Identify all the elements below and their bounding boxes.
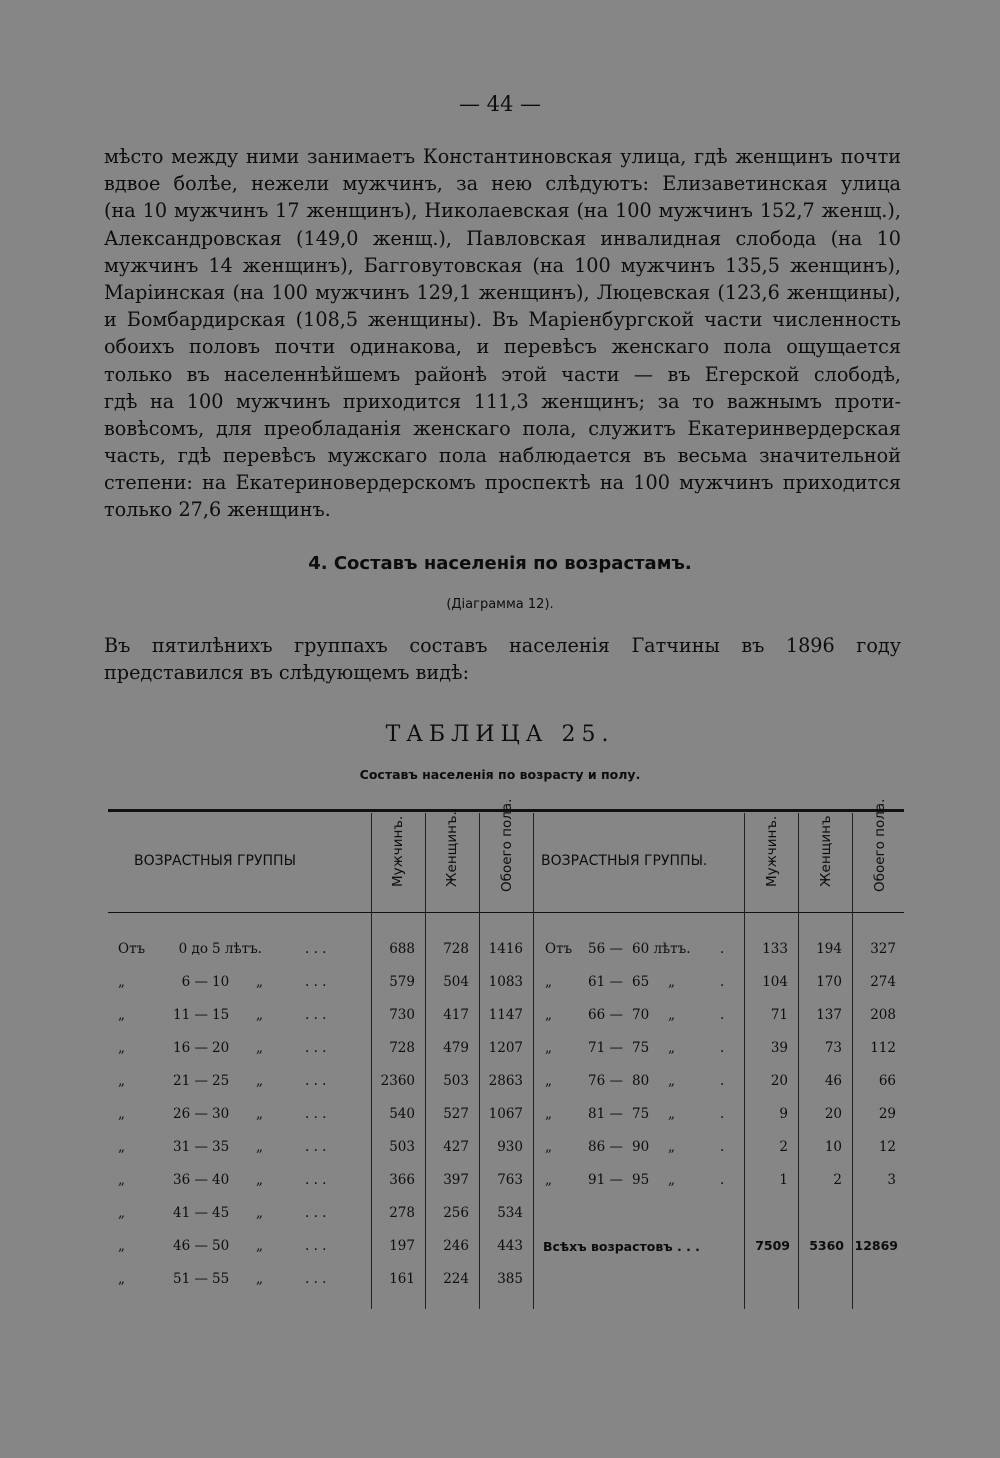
row-prefix: „ — [545, 1139, 552, 1155]
age-to: 75 — [632, 1040, 650, 1056]
column-divider — [479, 813, 480, 1309]
age-to: 60 лѣтъ. — [632, 941, 691, 957]
text-line: Маріинская (на 100 мужчинъ 129,1 женщинъ), Люцевская (123,6 женщины), — [104, 280, 901, 304]
row-prefix: „ — [118, 1205, 125, 1221]
row-prefix: „ — [118, 974, 125, 990]
ditto-mark: „ — [256, 1007, 263, 1023]
age-to: 70 — [632, 1007, 650, 1023]
women-value: 527 — [443, 1106, 469, 1122]
leader-dots: . — [720, 1007, 725, 1023]
ditto-mark: „ — [256, 1205, 263, 1221]
men-value: 197 — [389, 1238, 415, 1254]
leader-dots: . . . — [305, 1040, 327, 1056]
age-from: 86 — — [588, 1139, 623, 1155]
men-value: 2 — [779, 1139, 788, 1155]
row-prefix: „ — [118, 1073, 125, 1089]
age-from: 26 — — [173, 1106, 208, 1122]
row-prefix: „ — [545, 1073, 552, 1089]
age-from: 16 — — [173, 1040, 208, 1056]
age-to: 95 — [632, 1172, 650, 1188]
women-value: 224 — [443, 1271, 469, 1287]
both-value: 274 — [870, 974, 896, 990]
column-divider — [371, 813, 372, 1309]
men-value: 2360 — [380, 1073, 415, 1089]
text-line: Въ пятилѣнихъ группахъ составъ населенія Гатчины въ 1896 году — [104, 634, 901, 657]
age-to: 45 — [212, 1205, 230, 1221]
leader-dots: . — [720, 1139, 725, 1155]
column-divider — [533, 813, 534, 1309]
both-value: 29 — [878, 1106, 896, 1122]
both-value: 1207 — [488, 1040, 523, 1056]
header-women-left: Женщинъ. — [444, 811, 460, 887]
ditto-mark: „ — [668, 1139, 675, 1155]
text-line: мѣсто между ними занимаетъ Константиновская улица, гдѣ женщинъ почти — [104, 145, 901, 168]
table-title: ТАБЛИЦА 25. — [385, 722, 615, 747]
header-men-right: Мужчинъ. — [764, 815, 780, 887]
age-from: 31 — — [173, 1139, 208, 1155]
row-prefix: „ — [545, 1007, 552, 1023]
women-value: 479 — [443, 1040, 469, 1056]
ditto-mark: „ — [668, 974, 675, 990]
both-value: 763 — [497, 1172, 523, 1188]
text-line: представился въ слѣдующемъ видѣ: — [104, 661, 470, 685]
women-value: 170 — [816, 974, 842, 990]
column-divider — [852, 813, 853, 1309]
women-value: 46 — [824, 1073, 842, 1089]
ditto-mark: „ — [668, 1172, 675, 1188]
both-value: 1147 — [488, 1007, 523, 1023]
age-to: 65 — [632, 974, 650, 990]
men-value: 9 — [779, 1106, 788, 1122]
header-age-groups-left: ВОЗРАСТНЫЯ ГРУППЫ — [134, 853, 296, 869]
row-prefix: „ — [118, 1040, 125, 1056]
row-prefix: „ — [118, 1139, 125, 1155]
page-number: — 44 — — [458, 92, 542, 116]
column-divider — [798, 813, 799, 1309]
age-from: 61 — — [588, 974, 623, 990]
row-prefix: „ — [545, 1172, 552, 1188]
age-to: 20 — [212, 1040, 230, 1056]
age-from: 51 — — [173, 1271, 208, 1287]
men-value: 503 — [389, 1139, 415, 1155]
text-line: Александровская (149,0 женщ.), Павловская инвалидная слобода (на 10 — [104, 226, 901, 250]
age-from: 46 — — [173, 1238, 208, 1254]
age-to: 35 — [212, 1139, 230, 1155]
women-value: 397 — [443, 1172, 469, 1188]
leader-dots: . . . — [305, 1007, 327, 1023]
ditto-mark: „ — [256, 974, 263, 990]
both-value: 1083 — [488, 974, 523, 990]
age-to: 50 — [212, 1238, 230, 1254]
header-both-right: Обоего пола. — [872, 798, 888, 892]
women-value: 728 — [443, 941, 469, 957]
both-value: 1067 — [488, 1106, 523, 1122]
leader-dots: . . . — [305, 1172, 327, 1188]
text-line: только въ населеннѣйшемъ районѣ этой части — въ Егерской слободѣ, — [104, 362, 901, 386]
row-prefix: Отъ — [118, 941, 146, 957]
row-prefix: Отъ — [545, 941, 573, 957]
ditto-mark: „ — [256, 1238, 263, 1254]
header-age-groups-right: ВОЗРАСТНЫЯ ГРУППЫ. — [541, 853, 708, 869]
text-line: мужчинъ 14 женщинъ), Багговутовская (на 100 мужчинъ 135,5 женщинъ), — [104, 253, 901, 277]
diagram-reference: (Діаграмма 12). — [446, 597, 554, 612]
age-to: 25 — [212, 1073, 230, 1089]
age-from: 21 — — [173, 1073, 208, 1089]
row-prefix: „ — [118, 1172, 125, 1188]
header-women-right: Женщинъ — [818, 815, 834, 887]
both-value: 1416 — [488, 941, 523, 957]
column-divider — [744, 813, 745, 1309]
men-value: 104 — [762, 974, 788, 990]
row-prefix: „ — [545, 974, 552, 990]
women-value: 137 — [816, 1007, 842, 1023]
women-value: 504 — [443, 974, 469, 990]
age-from: 36 — — [173, 1172, 208, 1188]
leader-dots: . — [720, 1040, 725, 1056]
total-label: Всѣхъ возрастовъ . . . — [543, 1239, 700, 1254]
leader-dots: . — [720, 974, 725, 990]
ditto-mark: „ — [256, 1040, 263, 1056]
age-to: 55 — [212, 1271, 230, 1287]
text-line: вдвое болѣе, нежели мужчинъ, за нею слѣдуютъ: Елизаветинская улица — [104, 172, 901, 196]
leader-dots: . . . — [305, 1238, 327, 1254]
row-prefix: „ — [118, 1238, 125, 1254]
women-value: 417 — [443, 1007, 469, 1023]
men-value: 278 — [389, 1205, 415, 1221]
both-value: 66 — [878, 1073, 896, 1089]
ditto-mark: „ — [256, 1139, 263, 1155]
text-line: только 27,6 женщинъ. — [104, 498, 331, 522]
text-line: степени: на Екатериновердерскомъ проспектѣ на 100 мужчинъ приходится — [104, 471, 901, 495]
leader-dots: . . . — [305, 1139, 327, 1155]
men-value: 71 — [770, 1007, 788, 1023]
ditto-mark: „ — [256, 1073, 263, 1089]
age-to: 30 — [212, 1106, 230, 1122]
both-value: 385 — [497, 1271, 523, 1287]
column-divider — [425, 813, 426, 1309]
age-from: 91 — — [588, 1172, 623, 1188]
men-value: 133 — [762, 941, 788, 957]
header-men-left: Мужчинъ. — [390, 815, 406, 887]
age-from: 56 — — [588, 941, 623, 957]
ditto-mark: „ — [668, 1073, 675, 1089]
women-value: 10 — [824, 1139, 842, 1155]
ditto-mark: „ — [668, 1007, 675, 1023]
row-prefix: „ — [118, 1106, 125, 1122]
age-from: 11 — — [173, 1007, 208, 1023]
leader-dots: . — [720, 1172, 725, 1188]
age-from: 0 до — [178, 941, 208, 957]
leader-dots: . . . — [305, 1205, 327, 1221]
age-to: 15 — [212, 1007, 230, 1023]
men-value: 728 — [389, 1040, 415, 1056]
men-value: 39 — [770, 1040, 788, 1056]
ditto-mark: „ — [256, 1106, 263, 1122]
text-line: гдѣ на 100 мужчинъ приходится 111,3 женщинъ; за то важнымъ проти- — [104, 389, 901, 413]
ditto-mark: „ — [668, 1040, 675, 1056]
men-value: 20 — [770, 1073, 788, 1089]
both-value: 2863 — [488, 1073, 523, 1089]
men-value: 688 — [389, 941, 415, 957]
both-value: 930 — [497, 1139, 523, 1155]
age-to: 10 — [212, 974, 230, 990]
leader-dots: . . . — [305, 1271, 327, 1287]
text-line: часть, гдѣ перевѣсъ мужскаго пола наблюдается въ весьма значительной — [104, 444, 901, 468]
men-value: 540 — [389, 1106, 415, 1122]
both-value: 12 — [878, 1139, 896, 1155]
age-to: 90 — [632, 1139, 650, 1155]
leader-dots: . . . — [305, 1073, 327, 1089]
total-both: 12869 — [854, 1238, 898, 1253]
women-value: 427 — [443, 1139, 469, 1155]
row-prefix: „ — [118, 1271, 125, 1287]
both-value: 112 — [870, 1040, 896, 1056]
age-to: 75 — [632, 1106, 650, 1122]
age-from: 41 — — [173, 1205, 208, 1221]
women-value: 20 — [824, 1106, 842, 1122]
age-to: 5 лѣтъ. — [212, 941, 262, 957]
row-prefix: „ — [118, 1007, 125, 1023]
men-value: 366 — [389, 1172, 415, 1188]
age-from: 76 — — [588, 1073, 623, 1089]
both-value: 327 — [870, 941, 896, 957]
age-from: 66 — — [588, 1007, 623, 1023]
text-line: вовѣсомъ, для преобладанія женскаго пола, служитъ Екатеринвердерская — [104, 416, 901, 440]
men-value: 579 — [389, 974, 415, 990]
text-line: (на 10 мужчинъ 17 женщинъ), Николаевская (на 100 мужчинъ 152,7 женщ.), — [104, 199, 901, 223]
both-value: 3 — [887, 1172, 896, 1188]
total-men: 7509 — [755, 1238, 790, 1253]
table-subtitle: Составъ населенія по возрасту и полу. — [359, 767, 641, 782]
ditto-mark: „ — [256, 1271, 263, 1287]
ditto-mark: „ — [668, 1106, 675, 1122]
header-both-left: Обоего пола. — [499, 798, 515, 892]
text-line: и Бомбардирская (108,5 женщины). Въ Маріенбургской части численность — [104, 308, 901, 332]
row-prefix: „ — [545, 1040, 552, 1056]
age-to: 40 — [212, 1172, 230, 1188]
ditto-mark: „ — [256, 1172, 263, 1188]
men-value: 730 — [389, 1007, 415, 1023]
leader-dots: . — [720, 941, 725, 957]
both-value: 443 — [497, 1238, 523, 1254]
age-to: 80 — [632, 1073, 650, 1089]
women-value: 256 — [443, 1205, 469, 1221]
both-value: 534 — [497, 1205, 523, 1221]
women-value: 503 — [443, 1073, 469, 1089]
age-from: 6 — — [181, 974, 208, 990]
men-value: 1 — [779, 1172, 788, 1188]
leader-dots: . . . — [305, 941, 327, 957]
age-from: 81 — — [588, 1106, 623, 1122]
leader-dots: . — [720, 1073, 725, 1089]
men-value: 161 — [389, 1271, 415, 1287]
text-line: обоихъ половъ почти одинакова, и перевѣсъ женскаго пола ощущается — [104, 335, 901, 359]
section-heading: 4. Составъ населенія по возрастамъ. — [308, 553, 692, 574]
age-from: 71 — — [588, 1040, 623, 1056]
women-value: 2 — [833, 1172, 842, 1188]
women-value: 73 — [824, 1040, 842, 1056]
both-value: 208 — [870, 1007, 896, 1023]
women-value: 194 — [816, 941, 842, 957]
leader-dots: . . . — [305, 974, 327, 990]
total-women: 5360 — [809, 1238, 844, 1253]
row-prefix: „ — [545, 1106, 552, 1122]
women-value: 246 — [443, 1238, 469, 1254]
leader-dots: . — [720, 1106, 725, 1122]
leader-dots: . . . — [305, 1106, 327, 1122]
table-header-rule — [108, 912, 904, 913]
